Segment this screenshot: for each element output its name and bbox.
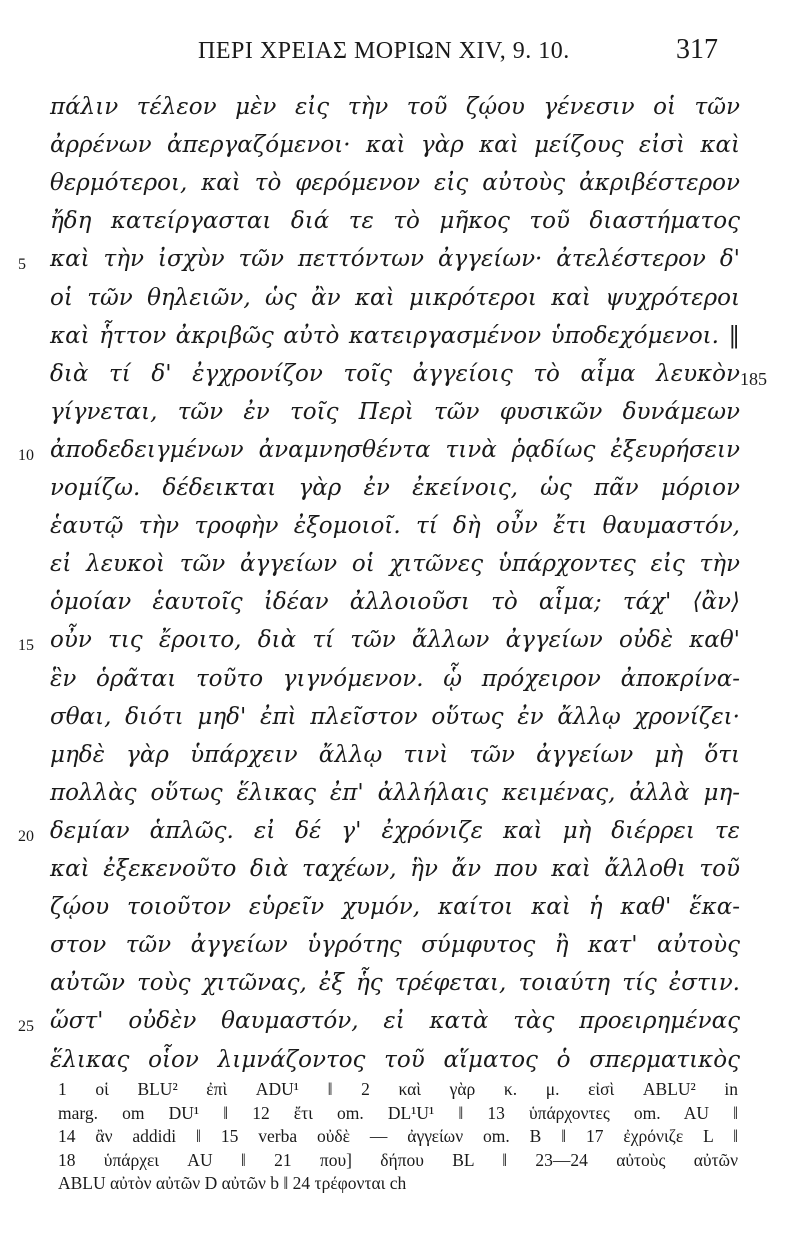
text-line — [0, 666, 800, 704]
line-text: αὐτῶν τοὺς χιτῶνας, ἐξ ἧς τρέφεται, τοιαύτη τίς ἐστιν. — [50, 970, 740, 997]
line-text: δεμίαν ἁπλῶς. εἰ δέ γ' ἐχρόνιζε καὶ μὴ διέρρει τε — [50, 817, 740, 844]
text-line — [0, 285, 800, 323]
line-text: ἤδη κατείργασται διά τε τὸ μῆκος τοῦ διαστήματος — [50, 208, 740, 235]
apparatus-criticus — [58, 1078, 738, 1196]
line-text: θερμότεροι, καὶ τὸ φερόμενον εἰς αὐτοὺς ἀκριβέστερον — [50, 170, 740, 197]
text-line — [0, 742, 800, 780]
line-text: εἰ λευκοὶ τῶν ἀγγείων οἱ χιτῶνες ὑπάρχοντες εἰς τὴν — [50, 551, 740, 578]
text-line — [0, 323, 800, 361]
text-line — [0, 94, 800, 132]
line-text: σθαι, διότι μηδ' ἐπὶ πλεῖστον οὕτως ἐν ἄλλῳ χρονίζει· — [50, 703, 740, 730]
line-number: 5 — [18, 256, 26, 274]
line-text: διὰ τί δ' ἐγχρονίζον τοῖς ἀγγείοις τὸ αἷμα λευκὸν — [50, 360, 740, 387]
page-number: 317 — [676, 34, 718, 65]
line-text: νομίζω. δέδεικται γὰρ ἐν ἐκείνοις, ὡς πᾶν μόριον — [50, 475, 740, 501]
text-line — [0, 589, 800, 627]
line-text: πολλὰς οὕτως ἕλικας ἐπ' ἀλλήλαις κειμένας, ἀλλὰ μη- — [50, 779, 740, 806]
line-text: ὁμοίαν ἑαυτοῖς ἰδέαν ἀλλοιοῦσι τὸ αἷμα; τάχ' ⟨ἂν⟩ — [50, 589, 740, 616]
line-text: καὶ ἧττον ἀκριβῶς αὐτὸ κατειργασμένον ὑποδεχόμενοι. ‖ — [50, 322, 740, 349]
text-line — [0, 399, 800, 437]
line-text: καὶ ἐξεκενοῦτο διὰ ταχέων, ἣν ἄν που καὶ ἄλλοθι τοῦ — [50, 856, 740, 882]
footnote-line: ABLU αὐτὸν αὐτῶν D αὐτῶν b ‖ 24 τρέφονται ch — [58, 1173, 407, 1193]
line-text: γίγνεται, τῶν ἐν τοῖς Περὶ τῶν φυσικῶν δυνάμεων — [50, 398, 740, 425]
footnote-line: marg. om DU¹ ‖ 12 ἔτι om. DL¹U¹ ‖ 13 ὑπάρχοντες om. AU ‖ — [58, 1102, 738, 1123]
text-line — [0, 246, 800, 284]
text-line — [0, 780, 800, 818]
text-line — [0, 170, 800, 208]
line-number: 10 — [18, 446, 34, 464]
line-text: ἀρρένων ἀπεργαζόμενοι· καὶ γὰρ καὶ μείζους εἰσὶ καὶ — [50, 132, 740, 159]
line-text: πάλιν τέλεον μὲν εἰς τὴν τοῦ ζῴου γένεσιν οἱ τῶν — [50, 94, 740, 120]
text-line — [0, 361, 800, 399]
line-number: 25 — [18, 1018, 34, 1036]
line-number: 20 — [18, 827, 34, 845]
line-text: ζῴου τοιοῦτον εὑρεῖν χυμόν, καίτοι καὶ ἡ καθ' ἕκα- — [50, 894, 740, 921]
line-number: 15 — [18, 637, 34, 655]
text-line — [0, 932, 800, 970]
text-line — [0, 704, 800, 742]
text-line — [0, 970, 800, 1008]
text-line — [0, 437, 800, 475]
line-text: οὖν τις ἔροιτο, διὰ τί τῶν ἄλλων ἀγγείων οὐδὲ καθ' — [50, 627, 740, 654]
text-line — [0, 627, 800, 665]
text-line — [0, 894, 800, 932]
text-line — [0, 132, 800, 170]
text-line — [0, 208, 800, 246]
text-line — [0, 1008, 800, 1046]
text-line — [0, 475, 800, 513]
line-text: ἀποδεδειγμένων ἀναμνησθέντα τινὰ ῥᾳδίως ἐξευρήσειν — [50, 436, 740, 463]
footnote-line: 18 ὑπάρχει AU ‖ 21 που] δήπου BL ‖ 23—24 αὐτοὺς αὐτῶν — [58, 1149, 738, 1170]
line-text: καὶ τὴν ἰσχὺν τῶν πεττόντων ἀγγείων· ἀτελέστερον δ' — [50, 246, 740, 273]
text-line — [0, 856, 800, 894]
running-header — [0, 34, 800, 78]
text-line — [0, 513, 800, 551]
marginal-page-reference: 185 — [740, 368, 767, 389]
footnote-line: 1 οἱ BLU² ἐπὶ ADU¹ ‖ 2 καὶ γὰρ κ. μ. εἰσὶ ABLU² in — [58, 1079, 738, 1099]
line-text: ἓν ὁρᾶται τοῦτο γιγνόμενον. ᾧ πρόχειρον ἀποκρίνα- — [50, 665, 740, 692]
line-text: οἱ τῶν θηλειῶν, ὡς ἂν καὶ μικρότεροι καὶ ψυχρότεροι — [50, 284, 740, 311]
text-line — [0, 818, 800, 856]
line-text: ἑαυτῷ τὴν τροφὴν ἐξομοιοῖ. τί δὴ οὖν ἔτι θαυμαστόν, — [50, 513, 740, 540]
text-line — [0, 551, 800, 589]
footnote-line: 14 ἂν addidi ‖ 15 verba οὐδὲ — ἀγγείων om. B ‖ 17 ἐχρόνιζε L ‖ — [58, 1126, 738, 1146]
line-text: στον τῶν ἀγγείων ὑγρότης σύμφυτος ἢ κατ' αὐτοὺς — [50, 932, 740, 959]
line-text: ὥστ' οὐδὲν θαυμαστόν, εἰ κατὰ τὰς προειρημένας — [50, 1008, 740, 1035]
running-title: ΠΕΡΙ ΧΡΕΙΑΣ ΜΟΡΙΩΝ XIV, 9. 10. — [198, 38, 570, 64]
line-text: μηδὲ γὰρ ὑπάρχειν ἄλλῳ τινὶ τῶν ἀγγείων μὴ ὅτι — [50, 741, 740, 768]
line-text: ἕλικας οἷον λιμνάζοντος τοῦ αἵματος ὁ σπερματικὸς — [50, 1046, 740, 1073]
